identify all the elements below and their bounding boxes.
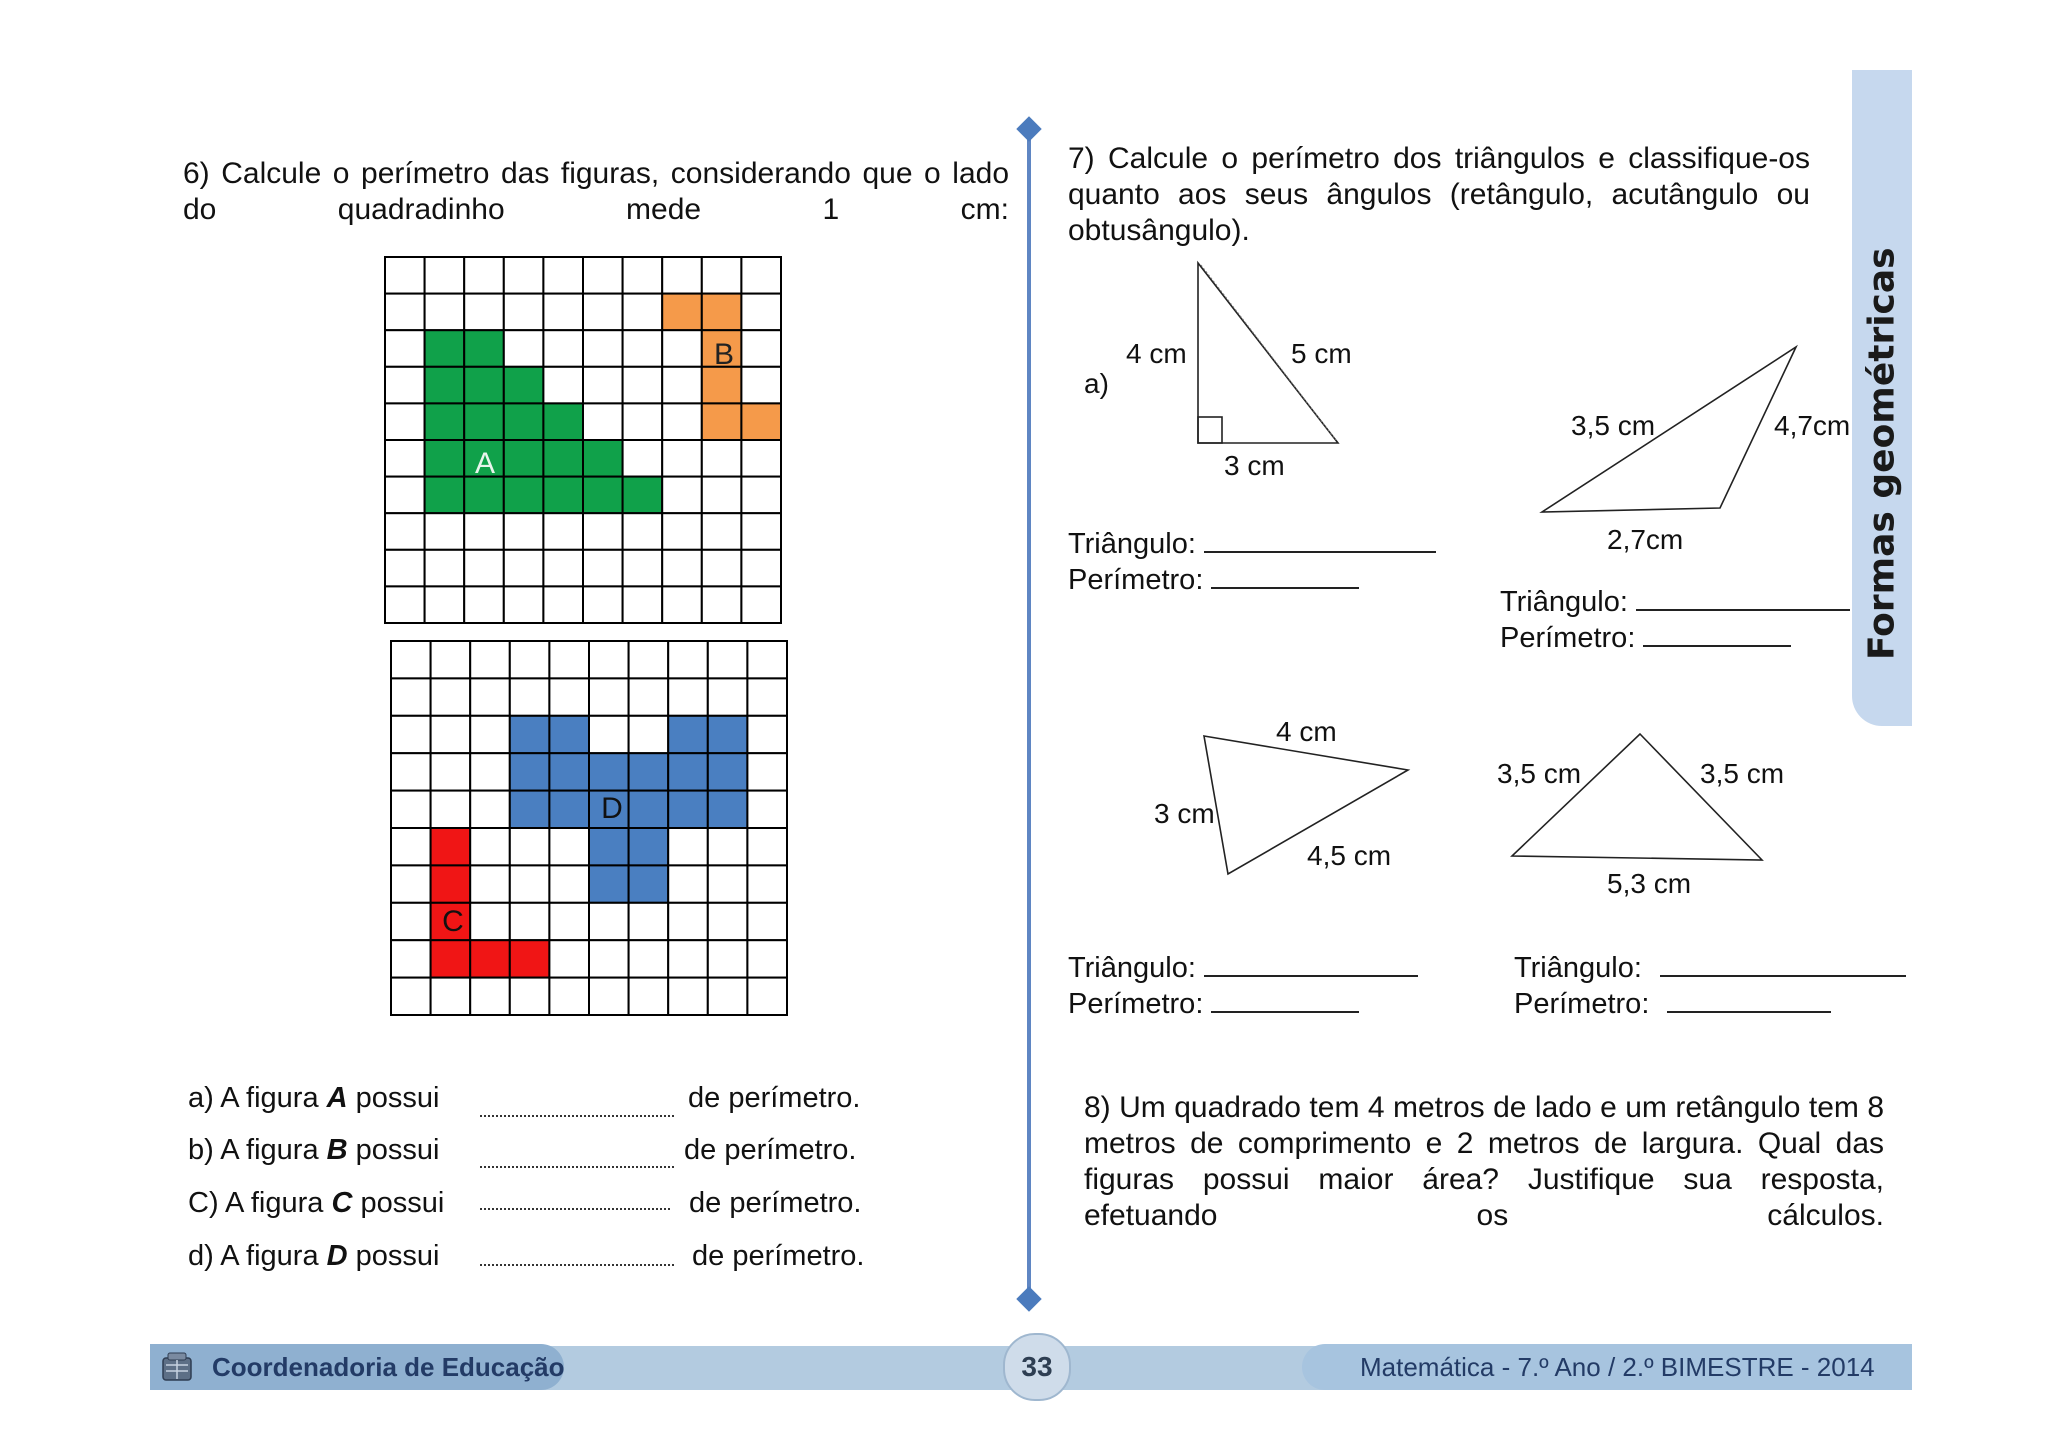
answer-line-d <box>188 1240 440 1273</box>
side-tab-title-text: Formas geométricas <box>1861 247 1903 660</box>
grid-cell <box>543 257 583 294</box>
grid-cell <box>623 586 663 623</box>
answer-a-verb: possui <box>347 1082 440 1114</box>
grid-cell <box>702 550 742 587</box>
grid-cell <box>623 403 663 440</box>
grid-cell <box>425 294 465 331</box>
grid-cell <box>464 257 504 294</box>
grid-cell <box>668 753 708 790</box>
grid-cell <box>741 330 781 367</box>
t4-side-left: 3,5 cm <box>1497 758 1582 789</box>
grid-cell <box>702 294 742 331</box>
t4-triangulo-row <box>1514 952 1906 985</box>
t4-perimetro-label: Perímetro: <box>1514 988 1650 1020</box>
grid-cell <box>510 716 550 753</box>
grid-cell <box>549 753 589 790</box>
t3-triangulo-row <box>1068 952 1418 985</box>
grid-cell <box>391 716 431 753</box>
grid-cell <box>504 257 544 294</box>
t3-side-left: 3 cm <box>1154 798 1215 829</box>
grid-cell <box>702 477 742 514</box>
answer-a-blank[interactable] <box>480 1115 674 1117</box>
grid-cell <box>464 477 504 514</box>
grid-cell <box>470 940 510 977</box>
answer-d-verb: possui <box>347 1240 440 1272</box>
grid-cell <box>583 403 623 440</box>
grid-cell <box>583 550 623 587</box>
grid-cell <box>549 828 589 865</box>
grid-cell <box>391 753 431 790</box>
answer-b-suffix: de perímetro. <box>684 1134 857 1166</box>
grid-cell <box>662 513 702 550</box>
grid-cell <box>702 513 742 550</box>
grid-cell <box>708 791 748 828</box>
grid-cell <box>385 550 425 587</box>
grid-cell <box>747 716 787 753</box>
grid-cell <box>583 257 623 294</box>
grid-cell <box>747 865 787 902</box>
grid-cell <box>543 330 583 367</box>
grid-cell <box>464 586 504 623</box>
grid-cell <box>668 903 708 940</box>
grid-cell <box>510 791 550 828</box>
answer-c-verb: possui <box>352 1187 445 1219</box>
grid-cell <box>629 865 669 902</box>
grid-cell <box>589 753 629 790</box>
grid-cell <box>431 865 471 902</box>
answer-line-c <box>188 1187 444 1220</box>
grid-cell <box>549 978 589 1015</box>
side-tab-title <box>1852 70 1912 670</box>
grid-cell <box>543 550 583 587</box>
answer-line-b <box>188 1134 440 1167</box>
t1-triangulo-blank[interactable] <box>1204 551 1436 553</box>
grid-cell <box>543 440 583 477</box>
grid-cell <box>702 257 742 294</box>
grid-cell <box>747 791 787 828</box>
grid-cell <box>589 678 629 715</box>
grid-cell <box>510 753 550 790</box>
answer-d-prefix: d) A figura <box>188 1240 327 1272</box>
grid-cell <box>623 477 663 514</box>
answer-a-fig: A <box>326 1082 348 1114</box>
grid-cell <box>741 294 781 331</box>
figure-b-label: B <box>713 338 735 371</box>
grid-cell <box>464 513 504 550</box>
grid-cell <box>464 403 504 440</box>
grid-cell <box>589 865 629 902</box>
grid-cell <box>385 403 425 440</box>
grid-cell <box>425 477 465 514</box>
grid-cell <box>662 257 702 294</box>
grid-cell <box>431 678 471 715</box>
answer-b-blank[interactable] <box>480 1166 674 1168</box>
grid-cell <box>470 753 510 790</box>
t2-triangulo-row <box>1500 586 1850 619</box>
grid-cell <box>431 791 471 828</box>
grid-cell <box>464 367 504 404</box>
grid-cell <box>662 330 702 367</box>
grid-cell <box>668 678 708 715</box>
grid-cell <box>549 716 589 753</box>
q8-prompt-text: 8) Um quadrado tem 4 metros de lado e um retângulo tem 8 metros de comprimento e 2 metros de largura. Qual das figuras possui maior área? Justifique sua resposta, efetuando os cálculos. <box>1084 1091 1884 1232</box>
t4-side-right: 3,5 cm <box>1700 758 1785 789</box>
grid-cell <box>623 257 663 294</box>
q6-prompt-text: 6) Calcule o perímetro das figuras, considerando que o lado do quadradinho mede 1 cm: <box>183 157 1009 226</box>
grid-cell <box>702 403 742 440</box>
grid-cell <box>549 903 589 940</box>
grid-cell <box>747 678 787 715</box>
grid-cell <box>668 940 708 977</box>
grid-cell <box>583 330 623 367</box>
page-number: 33 <box>1003 1333 1071 1401</box>
grid-cell <box>470 865 510 902</box>
grid-figures-c-d <box>390 640 788 1018</box>
grid-figures-a-b <box>384 256 782 626</box>
grid-cell <box>385 477 425 514</box>
grid-cell <box>708 978 748 1015</box>
t2-side-top-left: 3,5 cm <box>1571 410 1656 441</box>
grid-cell <box>583 513 623 550</box>
grid-cell <box>510 940 550 977</box>
divider-top-diamond <box>1016 116 1041 141</box>
grid-cell <box>425 513 465 550</box>
grid-cell <box>464 550 504 587</box>
grid-cell <box>391 828 431 865</box>
t2-triangulo-label: Triângulo: <box>1500 586 1628 618</box>
grid-cell <box>662 586 702 623</box>
grid-cell <box>543 513 583 550</box>
grid-cell <box>668 865 708 902</box>
t3-triangulo-blank[interactable] <box>1204 975 1418 977</box>
grid-cell <box>549 940 589 977</box>
t3-perimetro-blank[interactable] <box>1211 1011 1359 1013</box>
answer-c-blank[interactable] <box>480 1208 670 1210</box>
q6-prompt <box>183 156 1009 228</box>
answer-d-suffix: de perímetro. <box>692 1240 865 1272</box>
grid-cell <box>623 330 663 367</box>
t1-side-bottom: 3 cm <box>1224 450 1285 481</box>
t4-triangulo-label: Triângulo: <box>1514 952 1642 984</box>
grid-cell <box>425 550 465 587</box>
t3-side-top: 4 cm <box>1276 716 1337 747</box>
grid-cell <box>741 477 781 514</box>
grid-cell <box>708 716 748 753</box>
grid-cell <box>662 550 702 587</box>
grid-cell <box>629 978 669 1015</box>
grid-cell <box>549 865 589 902</box>
grid-cell <box>629 903 669 940</box>
grid-cell <box>504 513 544 550</box>
grid-cell <box>747 828 787 865</box>
grid-cell <box>470 828 510 865</box>
grid-cell <box>385 440 425 477</box>
grid-cell <box>708 940 748 977</box>
grid-cell <box>385 586 425 623</box>
grid-cell <box>431 828 471 865</box>
t1-perimetro-blank[interactable] <box>1211 587 1359 589</box>
grid-cell <box>668 641 708 678</box>
grid-cell <box>391 940 431 977</box>
t1-triangulo-row <box>1068 528 1436 561</box>
grid-cell <box>668 978 708 1015</box>
grid-cell <box>623 294 663 331</box>
figure-c-label: C <box>442 905 464 938</box>
grid-cell <box>668 716 708 753</box>
grid-cell <box>391 641 431 678</box>
grid-cell <box>385 367 425 404</box>
q8-prompt <box>1084 1090 1884 1234</box>
grid-cell <box>708 641 748 678</box>
grid-cell <box>662 294 702 331</box>
grid-cell <box>425 403 465 440</box>
grid-cell <box>583 586 623 623</box>
grid-cell <box>391 678 431 715</box>
grid-cell <box>425 330 465 367</box>
t2-side-bottom: 2,7cm <box>1607 524 1684 555</box>
grid-cell <box>510 865 550 902</box>
answer-b-prefix: b) A figura <box>188 1134 327 1166</box>
grid-cell <box>470 978 510 1015</box>
grid-cell <box>589 828 629 865</box>
grid-cell <box>549 678 589 715</box>
grid-cell <box>747 903 787 940</box>
answer-a-suffix: de perímetro. <box>688 1082 861 1114</box>
grid-cell <box>391 903 431 940</box>
answer-d-blank[interactable] <box>480 1264 674 1266</box>
grid-cell <box>668 791 708 828</box>
grid-cell <box>662 367 702 404</box>
grid-cell <box>504 586 544 623</box>
grid-cell <box>662 477 702 514</box>
t3-triangulo-label: Triângulo: <box>1068 952 1196 984</box>
grid-cell <box>385 257 425 294</box>
grid-cell <box>549 791 589 828</box>
divider-bottom-diamond <box>1016 1286 1041 1311</box>
grid-cell <box>702 440 742 477</box>
grid-cell <box>708 828 748 865</box>
grid-cell <box>504 477 544 514</box>
grid-cell <box>623 440 663 477</box>
grid-cell <box>583 440 623 477</box>
grid-cell <box>629 940 669 977</box>
grid-cell <box>510 903 550 940</box>
grid-cell <box>589 716 629 753</box>
figure-a-label: A <box>474 447 496 480</box>
grid-cell <box>741 550 781 587</box>
grid-cell <box>702 367 742 404</box>
grid-cell <box>583 477 623 514</box>
grid-cell <box>385 294 425 331</box>
crest-icon <box>160 1350 194 1384</box>
figure-d-label: D <box>601 792 623 825</box>
grid-cell <box>425 586 465 623</box>
t2-perimetro-label: Perímetro: <box>1500 622 1636 654</box>
grid-cell <box>741 403 781 440</box>
grid-cell <box>747 978 787 1015</box>
column-divider <box>1027 126 1031 1294</box>
grid-cell <box>504 403 544 440</box>
grid-cell <box>543 367 583 404</box>
grid-cell <box>741 440 781 477</box>
grid-cell <box>589 641 629 678</box>
grid-cell <box>431 641 471 678</box>
answer-c-suffix: de perímetro. <box>689 1187 862 1219</box>
t1-triangulo-label: Triângulo: <box>1068 528 1196 560</box>
grid-cell <box>431 716 471 753</box>
footer-right-text: Matemática - 7.º Ano / 2.º BIMESTRE - 2014 <box>1360 1352 1875 1382</box>
grid-cell <box>623 550 663 587</box>
grid-cell <box>385 513 425 550</box>
grid-cell <box>662 403 702 440</box>
triangle-isosceles <box>1508 730 1768 866</box>
grid-cell <box>708 865 748 902</box>
grid-cell <box>504 440 544 477</box>
grid-cell <box>510 978 550 1015</box>
grid-cell <box>391 865 431 902</box>
answer-a-prefix: a) A figura <box>188 1082 327 1114</box>
t4-perimetro-blank[interactable] <box>1667 1011 1831 1013</box>
grid-cell <box>747 753 787 790</box>
grid-cell <box>629 678 669 715</box>
grid-cell <box>708 678 748 715</box>
t4-perimetro-row <box>1514 988 1831 1021</box>
grid-cell <box>431 753 471 790</box>
grid-cell <box>589 903 629 940</box>
grid-cell <box>702 586 742 623</box>
t3-side-right: 4,5 cm <box>1307 840 1392 871</box>
grid-cell <box>425 440 465 477</box>
grid-cell <box>747 940 787 977</box>
grid-cell <box>431 940 471 977</box>
answer-line-a <box>188 1082 440 1115</box>
grid-cell <box>425 367 465 404</box>
q7-prompt <box>1068 141 1810 249</box>
grid-cell <box>741 257 781 294</box>
grid-cell <box>589 940 629 977</box>
grid-cell <box>741 513 781 550</box>
grid-cell <box>470 791 510 828</box>
answer-b-verb: possui <box>347 1134 440 1166</box>
grid-cell <box>708 753 748 790</box>
answer-d-fig: D <box>326 1240 348 1272</box>
answer-b-fig: B <box>326 1134 348 1166</box>
grid-cell <box>629 828 669 865</box>
grid-cell <box>629 791 669 828</box>
t3-perimetro-row <box>1068 988 1359 1021</box>
grid-cell <box>623 513 663 550</box>
grid-cell <box>391 978 431 1015</box>
grid-cell <box>385 330 425 367</box>
t1-perimetro-row <box>1068 564 1359 597</box>
q7-prompt-text: 7) Calcule o perímetro dos triângulos e classifique-os quanto aos seus ângulos (retângulo, acutângulo ou obtusângulo). <box>1068 142 1810 247</box>
grid-cell <box>504 550 544 587</box>
t2-side-right: 4,7cm <box>1774 410 1851 441</box>
grid-cell <box>583 367 623 404</box>
grid-cell <box>470 716 510 753</box>
t2-triangulo-blank[interactable] <box>1636 609 1850 611</box>
grid-cell <box>504 330 544 367</box>
grid-cell <box>470 903 510 940</box>
grid-cell <box>583 294 623 331</box>
grid-cell <box>629 753 669 790</box>
grid-cell <box>708 903 748 940</box>
q7-item-a-label: a) <box>1084 368 1109 399</box>
t1-side-hyp: 5 cm <box>1291 338 1352 369</box>
t2-perimetro-row <box>1500 622 1791 655</box>
grid-cell <box>464 330 504 367</box>
grid-cell <box>741 586 781 623</box>
t3-perimetro-label: Perímetro: <box>1068 988 1204 1020</box>
grid-cell <box>425 257 465 294</box>
grid-cell <box>470 678 510 715</box>
grid-cell <box>504 294 544 331</box>
grid-cell <box>510 641 550 678</box>
grid-cell <box>629 641 669 678</box>
answer-c-fig: C <box>331 1187 353 1219</box>
grid-cell <box>549 641 589 678</box>
grid-cell <box>543 294 583 331</box>
grid-cell <box>741 367 781 404</box>
grid-cell <box>464 294 504 331</box>
answer-c-prefix: C) A figura <box>188 1187 332 1219</box>
grid-cell <box>543 477 583 514</box>
grid-cell <box>662 440 702 477</box>
grid-cell <box>623 367 663 404</box>
t4-side-bottom: 5,3 cm <box>1607 868 1692 899</box>
grid-cell <box>510 828 550 865</box>
footer-left-text: Coordenadoria de Educação <box>212 1352 565 1382</box>
grid-cell <box>504 367 544 404</box>
t2-perimetro-blank[interactable] <box>1643 645 1791 647</box>
grid-cell <box>543 403 583 440</box>
grid-cell <box>391 791 431 828</box>
grid-cell <box>543 586 583 623</box>
grid-cell <box>668 828 708 865</box>
grid-cell <box>629 716 669 753</box>
grid-cell <box>589 978 629 1015</box>
grid-cell <box>747 641 787 678</box>
t1-side-left: 4 cm <box>1126 338 1187 369</box>
t1-perimetro-label: Perímetro: <box>1068 564 1204 596</box>
t4-triangulo-blank[interactable] <box>1660 975 1906 977</box>
grid-cell <box>431 978 471 1015</box>
grid-cell <box>470 641 510 678</box>
grid-cell <box>510 678 550 715</box>
